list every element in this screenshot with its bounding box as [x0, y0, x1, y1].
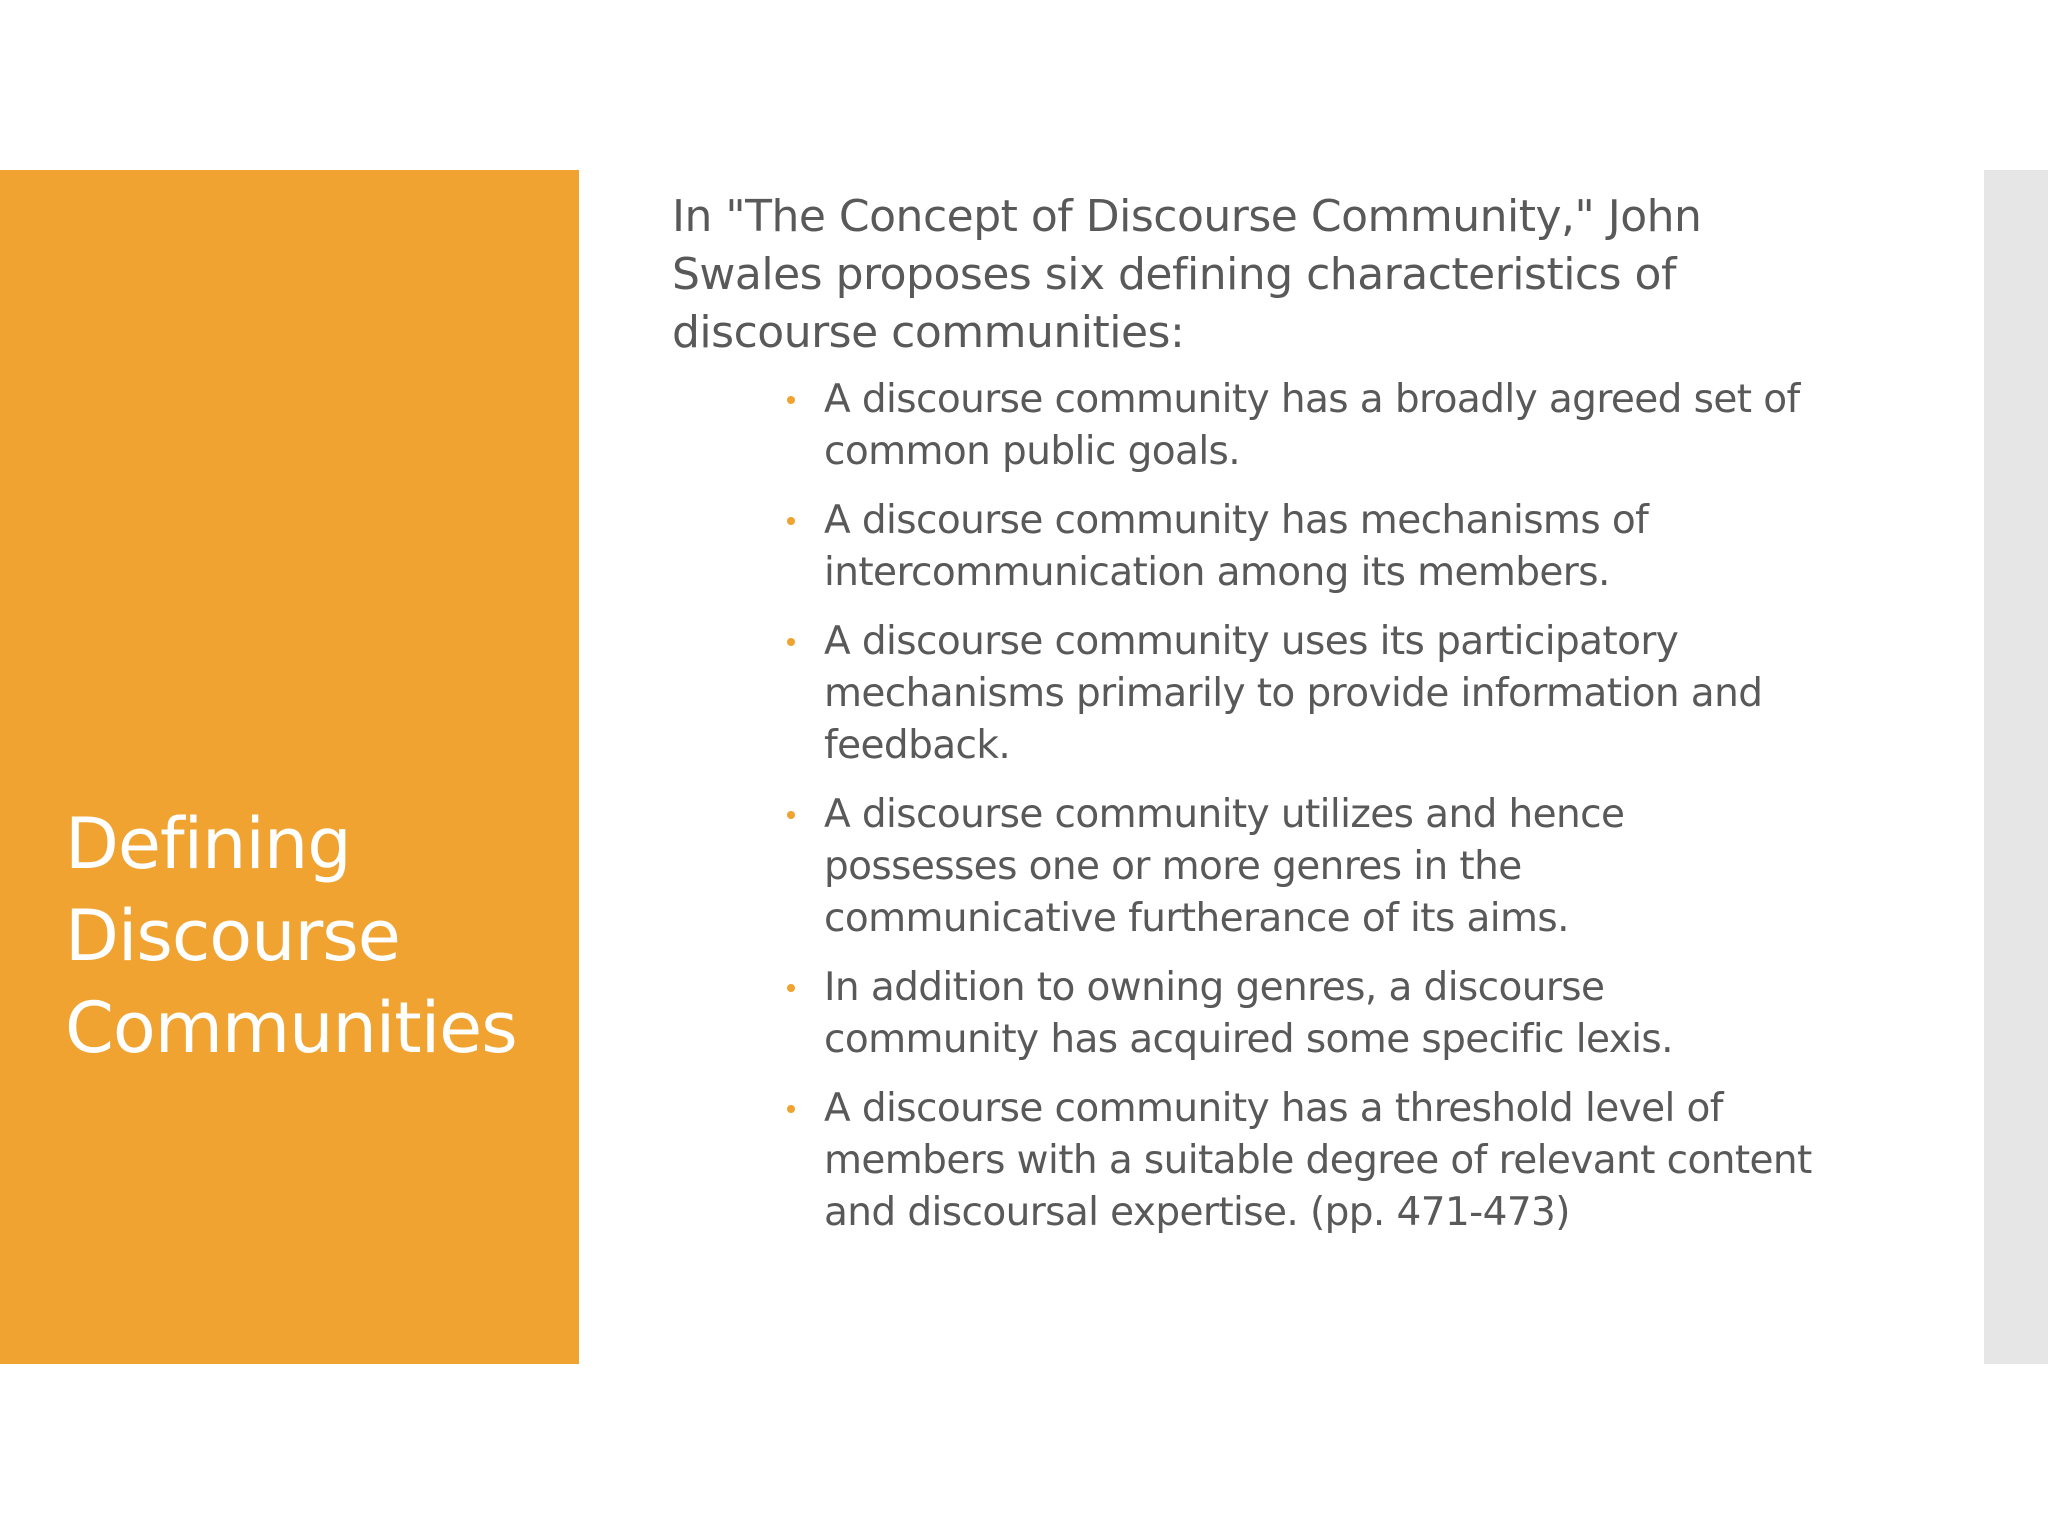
list-item	[824, 374, 1872, 478]
characteristics-list	[672, 374, 1872, 1239]
list-item	[824, 962, 1872, 1066]
slide-title-line: Communities	[65, 987, 517, 1069]
list-item-line: A discourse community has a broadly agreed set of	[824, 377, 1800, 422]
list-item-line: possesses one or more genres in the	[824, 844, 1522, 889]
list-item-line: intercommunication among its members.	[824, 550, 1610, 595]
list-item-line: community has acquired some specific lexis.	[824, 1017, 1673, 1062]
right-decorative-strip	[1984, 170, 2048, 1364]
bullet-dot-icon	[787, 396, 795, 404]
list-item-line: common public goals.	[824, 429, 1241, 474]
title-panel	[0, 170, 579, 1364]
list-item-line: A discourse community has mechanisms of	[824, 498, 1649, 543]
list-item-line: In addition to owning genres, a discourse	[824, 965, 1605, 1010]
slide-title	[65, 798, 565, 1074]
slide-title-line: Defining	[65, 803, 351, 885]
bullet-dot-icon	[787, 517, 795, 525]
slide-content	[672, 188, 1872, 1256]
list-item-line: and discoursal expertise. (pp. 471-473)	[824, 1190, 1570, 1235]
bullet-dot-icon	[787, 1105, 795, 1113]
intro-line: discourse communities:	[672, 307, 1185, 358]
list-item-line: mechanisms primarily to provide information and	[824, 671, 1763, 716]
intro-line: Swales proposes six defining characteristics of	[672, 249, 1676, 300]
list-item-line: A discourse community uses its participatory	[824, 619, 1679, 664]
list-item-line: communicative furtherance of its aims.	[824, 896, 1569, 941]
list-item-line: members with a suitable degree of relevant content	[824, 1138, 1812, 1183]
bullet-dot-icon	[787, 984, 795, 992]
list-item-line: A discourse community has a threshold level of	[824, 1086, 1723, 1131]
bullet-dot-icon	[787, 638, 795, 646]
slide-title-line: Discourse	[65, 895, 400, 977]
list-item-line: feedback.	[824, 723, 1011, 768]
intro-line: In "The Concept of Discourse Community," John	[672, 191, 1702, 242]
intro-paragraph	[672, 188, 1872, 362]
list-item	[824, 1083, 1872, 1239]
list-item-line: A discourse community utilizes and hence	[824, 792, 1625, 837]
list-item	[824, 789, 1872, 945]
list-item	[824, 495, 1872, 599]
list-item	[824, 616, 1872, 772]
bullet-dot-icon	[787, 811, 795, 819]
